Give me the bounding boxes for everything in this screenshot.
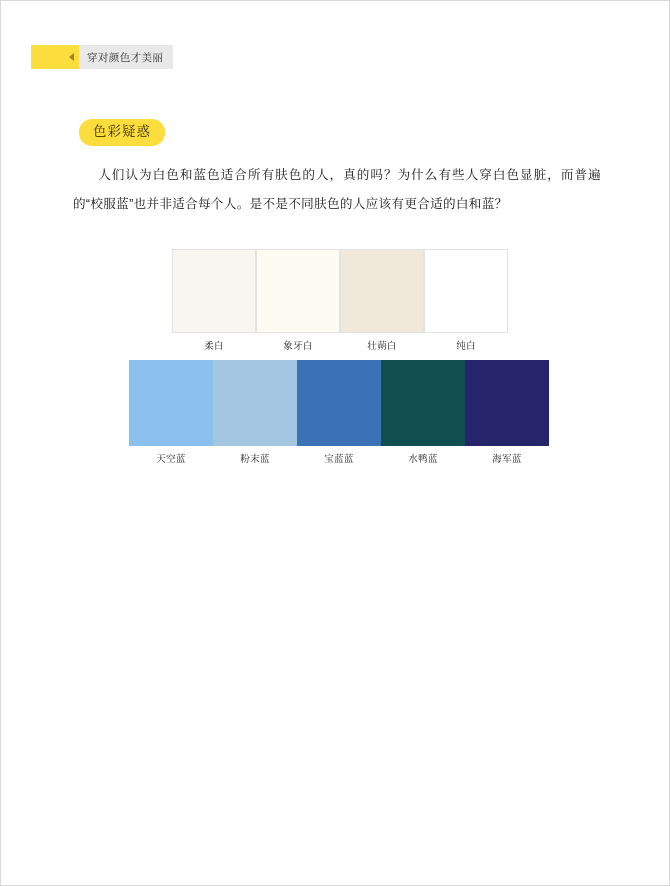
swatch-chip (256, 249, 340, 333)
header-tab (31, 45, 79, 69)
swatch-item (381, 360, 465, 469)
triangle-right-icon (69, 53, 74, 61)
swatch-chip (381, 360, 465, 446)
swatch-item (172, 249, 256, 356)
swatch-label: 粉末蓝 (240, 454, 270, 465)
swatch-item (297, 360, 381, 469)
color-swatch-group (129, 249, 549, 469)
swatch-label: 天空蓝 (156, 454, 186, 465)
swatch-item (465, 360, 549, 469)
swatch-label: 柔白 (204, 341, 224, 352)
swatch-label: 海军蓝 (492, 454, 522, 465)
swatch-label: 纯白 (456, 341, 476, 352)
swatch-label: 壮蒴白 (367, 341, 397, 352)
swatch-chip (340, 249, 424, 333)
body-paragraph: 人们认为白色和蓝色适合所有肤色的人，真的吗？为什么有些人穿白色显脏，而普遍的“校服蓝”也并非适合每个人。是不是不同肤色的人应该有更合适的白和蓝？ (73, 168, 601, 211)
swatch-chip (172, 249, 256, 333)
header-label: 穿对颜色才美丽 (79, 45, 173, 69)
section-title: 色彩疑惑 (79, 119, 165, 146)
swatch-chip (297, 360, 381, 446)
swatch-chip (465, 360, 549, 446)
swatch-label: 宝蓝蓝 (324, 454, 354, 465)
running-header (31, 45, 173, 69)
swatch-label: 象牙白 (283, 341, 313, 352)
swatch-label: 水鸭蓝 (408, 454, 438, 465)
swatch-chip (213, 360, 297, 446)
swatch-chip (424, 249, 508, 333)
swatch-item (129, 360, 213, 469)
swatch-chip (129, 360, 213, 446)
swatch-row-whites (172, 249, 549, 356)
swatch-item (424, 249, 508, 356)
swatch-item (213, 360, 297, 469)
swatch-row-blues (129, 360, 549, 469)
swatch-item (340, 249, 424, 356)
swatch-item (256, 249, 340, 356)
